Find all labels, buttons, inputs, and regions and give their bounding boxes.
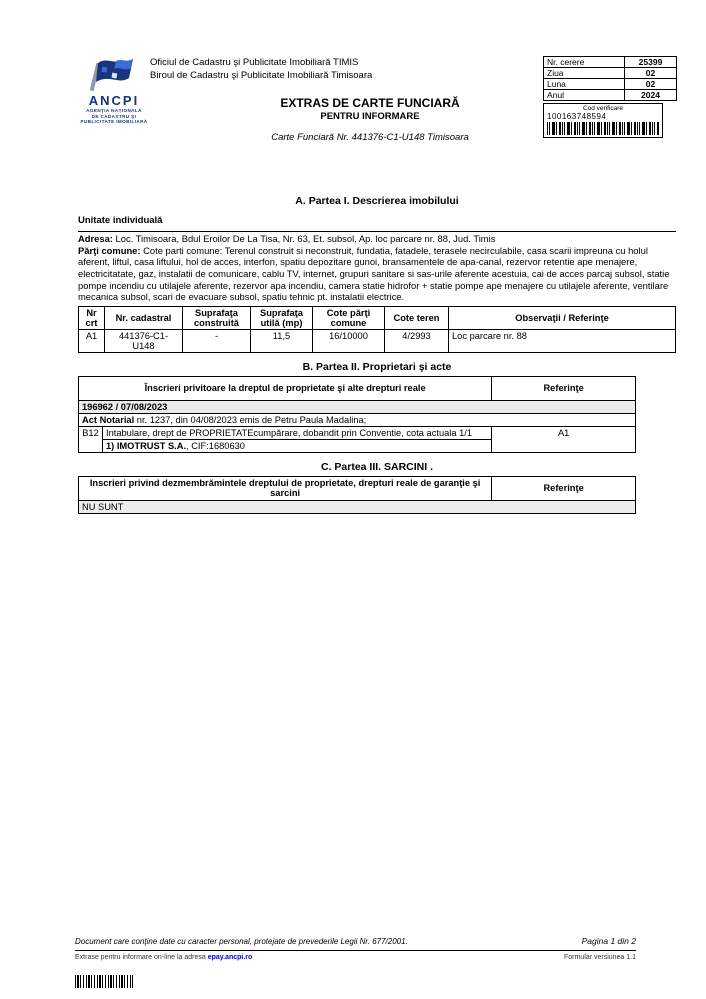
request-value: 2024 — [625, 90, 677, 101]
section-b-title: B. Partea II. Proprietari şi acte — [302, 360, 452, 373]
sarcini-table — [78, 476, 636, 514]
referinte-header: Referinţe — [492, 376, 636, 400]
epay-link[interactable]: epay.ancpi.ro — [207, 954, 253, 961]
cell-suprafata-utila: 11,5 — [251, 329, 313, 352]
act-label: Act Notarial — [82, 414, 135, 425]
common-parts-value: Cote parti comune: Terenul construit si neconstruit, fundatia, fatadele, terasele necirculabile, casa scarii impreuna cu holul aferent, liftul, casa liftului, hol de acces, interfon, spatiu depozitare gunoi, bransamentele de apa-canal, rezervor retentie ape menajere, electricitatate, gaz, instalatii de comunicare, cablu TV, internet, grupuri sanitare si sas-urile aferente acestuia, cai de acces parcaj subsol, statie pompe incendiu cu utilajele aferente, rezervor apa incendiu, camera statie hidrofor + statie pompe ape menajere cu utilajele aferente, ventilare mecanica subsol, scari de evacuare subsol, spatiu tehnic pt. instalatii electrice. — [78, 244, 670, 303]
col-cote-parti-comune: Cote părţi comune — [313, 306, 385, 329]
page-footer — [75, 936, 636, 961]
col-nr-cadastral: Nr. cadastral — [105, 306, 183, 329]
proprietari-table — [78, 376, 636, 453]
col-suprafata-construita: Suprafaţa construită — [183, 306, 251, 329]
title-block — [150, 96, 590, 143]
ancpi-acronym: ANCPI — [88, 93, 140, 108]
owner-cif: , CIF:1680630 — [186, 440, 245, 451]
privacy-notice: Document care conţine date cu caracter personal, protejate de prevederile Legii Nr. 677/2001. — [75, 937, 408, 946]
cell-suprafata-construita: - — [183, 329, 251, 352]
request-label: Luna — [544, 79, 625, 90]
footer-barcode-icon — [75, 975, 133, 988]
table-row — [544, 79, 677, 90]
sarcini-empty-row — [79, 500, 636, 513]
office-line2: Biroul de Cadastru şi Publicitate Imobiliară Timisoara — [150, 69, 373, 81]
property-description — [78, 231, 676, 303]
ancpi-logo — [80, 54, 148, 125]
online-info: Extrase pentru informare on-line la adresa epay.ancpi.ro — [75, 954, 253, 961]
cell-nr-cadastral: 441376-C1-U148 — [105, 329, 183, 352]
col-nr-crt: Nr crt — [79, 306, 105, 329]
request-table — [543, 56, 677, 101]
col-observatii: Observaţii / Referinţe — [449, 306, 676, 329]
cell-cote-parti-comune: 16/10000 — [313, 329, 385, 352]
cell-observatii: Loc parcare nr. 88 — [449, 329, 676, 352]
col-cote-teren: Cote teren — [385, 306, 449, 329]
table-header-row — [79, 306, 676, 329]
cell-nr-crt: A1 — [79, 329, 105, 352]
unit-type-label: Unitate individuală — [78, 215, 163, 226]
table-row — [544, 68, 677, 79]
sarcini-header: Inscrieri privind dezmembrămintele dreptului de proprietate, drepturi reale de garanţie şi sarcini — [79, 476, 492, 500]
page-number: Pagina 1 din 2 — [581, 936, 636, 946]
section-a-title: A. Partea I. Descrierea imobilului — [295, 195, 459, 207]
request-label: Nr. cerere — [544, 57, 625, 68]
common-parts-label: Părţi comune: — [78, 244, 141, 256]
entry-position: B12 — [79, 426, 103, 452]
inscrieri-header: Înscrieri privitoare la dreptul de proprietate şi alte drepturi reale — [79, 376, 492, 400]
table-header-row — [79, 376, 636, 400]
address-line — [78, 233, 676, 245]
table-row — [544, 57, 677, 68]
imobil-table — [78, 306, 676, 353]
footer-divider — [75, 950, 636, 951]
sarcini-empty-value: NU SUNT — [79, 500, 636, 513]
ancpi-flag-icon — [86, 54, 142, 92]
request-label: Anul — [544, 90, 625, 101]
entry-number-row — [79, 400, 636, 413]
owner-name: 1) IMOTRUST S.A. — [105, 440, 187, 451]
act-row — [79, 413, 636, 426]
common-parts-line — [78, 245, 676, 303]
owner — [102, 439, 491, 452]
address-value: Loc. Timisoara, Bdul Eroilor De La Tisa, Nr. 63, Et. subsol, Ap. loc parcare nr. 88, Jud. Timis — [112, 233, 496, 244]
act-details: nr. 1237, din 04/08/2023 emis de Petru Paula Madalina; — [134, 414, 367, 425]
barcode-icon — [547, 122, 659, 135]
request-value: 02 — [625, 79, 677, 90]
entry-text: Intabulare, drept de PROPRIETATEcumpărare, dobandit prin Conventie, cota actuala 1/1 — [102, 426, 491, 439]
carte-funciara-reference: Carte Funciară Nr. 441376-C1-U148 Timisoara — [271, 132, 469, 143]
footer-line1 — [75, 936, 636, 946]
address-label: Adresa: — [78, 233, 113, 244]
referinte-header: Referinţe — [492, 476, 636, 500]
document-subtitle: PENTRU INFORMARE — [320, 111, 420, 122]
request-value: 25399 — [625, 57, 677, 68]
request-value: 02 — [625, 68, 677, 79]
document-title: EXTRAS DE CARTE FUNCIARĂ — [280, 96, 460, 110]
verification-code-label: Cod verificare — [582, 105, 624, 112]
col-suprafata-utila: Suprafaţa utilă (mp) — [251, 306, 313, 329]
document-body — [78, 195, 676, 514]
table-row — [79, 329, 676, 352]
act-notarial — [79, 413, 636, 426]
table-header-row — [79, 476, 636, 500]
table-row — [544, 90, 677, 101]
entry-reference: A1 — [492, 426, 636, 452]
cell-cote-teren: 4/2993 — [385, 329, 449, 352]
section-c-title: C. Partea III. SARCINI . — [320, 460, 434, 473]
request-label: Ziua — [544, 68, 625, 79]
footer-line2 — [75, 954, 636, 961]
verification-code-box — [543, 103, 663, 138]
form-version: Formular versiunea 1.1 — [564, 954, 636, 961]
ancpi-subtitle: AGENŢIA NAŢIONALĂ DE CADASTRU ŞI PUBLICITATE IMOBILIARĂ — [80, 108, 148, 125]
verification-code-value: 100163748594 — [547, 112, 607, 121]
office-name — [150, 57, 372, 83]
office-line1: Oficiul de Cadastru şi Publicitate Imobiliară TIMIS — [150, 57, 359, 68]
entry-row — [79, 426, 636, 439]
entry-number: 196962 / 07/08/2023 — [79, 400, 636, 413]
